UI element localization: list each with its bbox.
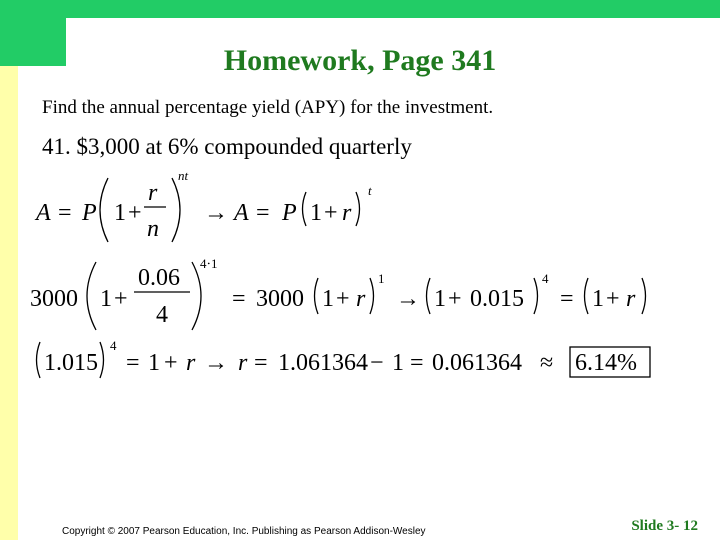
right-paren xyxy=(100,342,104,378)
apy-decimal: 0.061364 xyxy=(432,350,522,376)
arrow-symbol: → xyxy=(204,350,228,376)
exponent-nt: nt xyxy=(178,168,189,183)
one-digit: 1 xyxy=(322,286,334,312)
equals-sign: = xyxy=(232,286,246,312)
left-paren xyxy=(585,278,589,314)
rate-numerator: 0.06 xyxy=(138,265,180,291)
left-paren xyxy=(87,262,96,330)
one-digit: 1 xyxy=(114,200,126,226)
right-paren xyxy=(534,278,538,314)
left-paren xyxy=(427,278,431,314)
one-digit: 1 xyxy=(434,286,446,312)
plus-sign: + xyxy=(128,200,142,226)
approx-sign: ≈ xyxy=(540,350,554,376)
equals-sign: = xyxy=(254,350,268,376)
slide-number: Slide 3- 12 xyxy=(631,518,698,534)
minus-sign: − xyxy=(370,350,384,376)
equals-sign: = xyxy=(126,350,140,376)
right-paren xyxy=(642,278,646,314)
one-digit: 1 xyxy=(310,200,322,226)
var-r: r xyxy=(186,350,196,376)
var-r: r xyxy=(342,200,352,226)
equals-sign: = xyxy=(58,200,72,226)
var-r: r xyxy=(356,286,366,312)
var-r: r xyxy=(626,286,636,312)
left-paren xyxy=(303,192,307,226)
principal-3000: 3000 xyxy=(256,286,304,312)
quarterly-rate: 0.015 xyxy=(470,286,524,312)
one-digit: 1 xyxy=(148,350,160,376)
slide-title: Homework, Page 341 xyxy=(223,44,497,77)
plus-sign: + xyxy=(336,286,350,312)
right-paren xyxy=(192,262,201,330)
exponent-4: 4 xyxy=(110,338,117,353)
plus-sign: + xyxy=(606,286,620,312)
right-paren xyxy=(370,278,374,314)
var-p: P xyxy=(82,200,97,226)
var-r: r xyxy=(148,180,158,206)
exponent-4: 4 xyxy=(542,271,549,286)
equals-sign: = xyxy=(410,350,424,376)
right-paren xyxy=(172,178,180,242)
arrow-symbol: → xyxy=(396,286,420,312)
equals-sign: = xyxy=(560,286,574,312)
copyright-footer: Copyright © 2007 Pearson Education, Inc. Publishing as Pearson Addison-Wesley xyxy=(62,526,426,537)
exponent-4x1: 4⋅1 xyxy=(200,256,218,271)
one-digit: 1 xyxy=(100,286,112,312)
plus-sign: + xyxy=(114,286,128,312)
var-p: P xyxy=(282,200,297,226)
growth-factor: 1.061364 xyxy=(278,350,368,376)
principal-3000: 3000 xyxy=(30,286,78,312)
var-a: A xyxy=(234,200,249,226)
plus-sign: + xyxy=(448,286,462,312)
plus-sign: + xyxy=(324,200,338,226)
instruction-text: Find the annual percentage yield (APY) for the investment. xyxy=(42,97,494,118)
plus-sign: + xyxy=(164,350,178,376)
right-paren xyxy=(356,192,360,226)
problem-statement: 41. $3,000 at 6% compounded quarterly xyxy=(42,134,412,159)
var-a: A xyxy=(36,200,51,226)
one-digit: 1 xyxy=(592,286,604,312)
left-paren xyxy=(37,342,41,378)
growth-base: 1.015 xyxy=(44,350,98,376)
exponent-1: 1 xyxy=(378,271,385,286)
exponent-t: t xyxy=(368,183,372,198)
arrow-symbol: → xyxy=(204,200,228,226)
var-r: r xyxy=(238,350,248,376)
apy-answer: 6.14% xyxy=(575,350,637,376)
var-n: n xyxy=(147,216,159,242)
period-denominator: 4 xyxy=(156,302,168,328)
left-paren xyxy=(315,278,319,314)
equals-sign: = xyxy=(256,200,270,226)
one-digit: 1 xyxy=(392,350,404,376)
left-paren xyxy=(100,178,108,242)
